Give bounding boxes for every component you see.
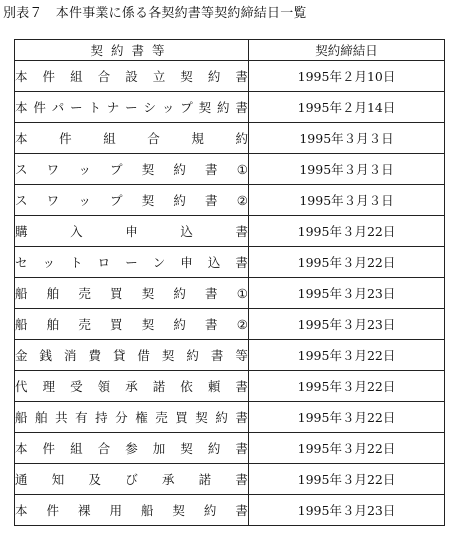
table-row [15, 402, 445, 433]
header-contract-date: 契約締結日 [249, 40, 445, 61]
document-name: 船 舶 共 有 持 分 権 売 買 契 約 書 [15, 410, 248, 425]
contract-date-cell: 1995年３月23日 [249, 278, 445, 309]
document-name: セ ッ ト ロ ー ン 申 込 書 [15, 255, 248, 270]
document-name: 代 理 受 領 承 諾 依 頼 書 [15, 379, 248, 394]
header-documents-label: 契約書等 [90, 43, 173, 58]
document-name-cell [15, 216, 249, 247]
document-name-cell [15, 464, 249, 495]
table-row [15, 123, 445, 154]
document-name-cell [15, 371, 249, 402]
table-row [15, 464, 445, 495]
document-name: 本 件 組 合 規 約 [15, 131, 248, 146]
document-name-cell [15, 495, 249, 526]
contract-date-cell: 1995年３月３日 [249, 154, 445, 185]
document-name-cell [15, 340, 249, 371]
table-row [15, 495, 445, 526]
document-name: 本 件 パ ー ト ナ ー シ ッ プ 契 約 書 [15, 100, 248, 115]
table-row [15, 278, 445, 309]
contract-date-cell: 1995年３月22日 [249, 340, 445, 371]
table-row [15, 340, 445, 371]
document-name-cell [15, 185, 249, 216]
contract-date-cell: 1995年２月14日 [249, 92, 445, 123]
table-row [15, 433, 445, 464]
table-row [15, 371, 445, 402]
document-name: 通 知 及 び 承 諾 書 [15, 472, 248, 487]
contract-date-cell: 1995年３月22日 [249, 247, 445, 278]
document-name-cell [15, 278, 249, 309]
contract-date-cell: 1995年３月22日 [249, 216, 445, 247]
contract-date-cell: 1995年３月22日 [249, 402, 445, 433]
contract-date-cell: 1995年３月22日 [249, 371, 445, 402]
document-name-cell [15, 154, 249, 185]
document-name-cell [15, 247, 249, 278]
table-row [15, 216, 445, 247]
document-name: 本 件 組 合 設 立 契 約 書 [15, 69, 248, 84]
document-name-cell [15, 61, 249, 92]
document-name-cell [15, 402, 249, 433]
document-name: 金 銭 消 費 貸 借 契 約 書 等 [15, 348, 248, 363]
document-name: 本 件 組 合 参 加 契 約 書 [15, 441, 248, 456]
document-name: ス ワ ッ プ 契 約 書 ② [15, 192, 248, 208]
document-name: 船 舶 売 買 契 約 書 ① [15, 285, 248, 301]
document-name: ス ワ ッ プ 契 約 書 ① [15, 161, 248, 177]
table-row [15, 92, 445, 123]
document-name-cell [15, 92, 249, 123]
contract-date-cell: 1995年３月３日 [249, 185, 445, 216]
document-name: 船 舶 売 買 契 約 書 ② [15, 316, 248, 332]
table-row [15, 61, 445, 92]
table-row [15, 185, 445, 216]
contract-dates-table [14, 39, 445, 526]
document-name: 本 件 裸 用 船 契 約 書 [15, 503, 248, 518]
document-name-cell [15, 433, 249, 464]
contract-date-cell: 1995年３月23日 [249, 495, 445, 526]
contract-date-cell: 1995年３月３日 [249, 123, 445, 154]
table-header-row [15, 40, 445, 61]
table-row [15, 154, 445, 185]
contract-date-cell: 1995年３月22日 [249, 464, 445, 495]
header-documents [15, 40, 249, 61]
table-row [15, 309, 445, 340]
table-row [15, 247, 445, 278]
contract-date-cell: 1995年３月23日 [249, 309, 445, 340]
contract-date-cell: 1995年３月22日 [249, 433, 445, 464]
document-name-cell [15, 123, 249, 154]
contract-date-cell: 1995年２月10日 [249, 61, 445, 92]
document-name-cell [15, 309, 249, 340]
table-caption: 別表７ 本件事業に係る各契約書等契約締結日一覧 [3, 6, 307, 21]
document-name: 購 入 申 込 書 [15, 224, 248, 239]
